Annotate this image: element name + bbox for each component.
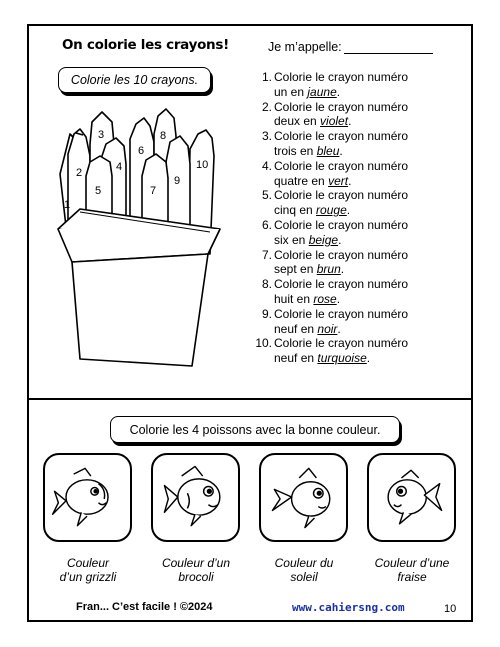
worksheet-title: On colorie les crayons!	[62, 37, 229, 53]
list-item: 1. Colorie le crayon numéro un en jaune.	[261, 70, 409, 99]
fish-caption-3: Couleur du soleil	[274, 556, 334, 584]
name-label: Je m’appelle:	[268, 40, 342, 54]
footer-website-link[interactable]: www.cahiersng.com	[292, 601, 405, 614]
fish-caption-2: Couleur d’un brocoli	[161, 556, 231, 584]
list-item: 2. Colorie le crayon numéro deux en violet.	[261, 99, 409, 129]
coloring-instructions-list	[254, 70, 459, 366]
list-item: 7. Colorie le crayon numéro sept en brun.	[261, 247, 409, 277]
list-item: 5. Colorie le crayon numéro cinq en rouge.	[261, 188, 409, 218]
fish-caption-4: Couleur d’une fraise	[374, 556, 450, 584]
list-item: 8. Colorie le crayon numéro huit en rose.	[261, 277, 409, 306]
list-item: 10. Colorie le crayon numéro neuf en turquoise.	[255, 336, 409, 366]
fish-box-1[interactable]	[43, 453, 132, 542]
pencil-number: 5	[95, 185, 102, 197]
pencil-cup-illustration	[50, 104, 240, 374]
pencil-number: 7	[150, 185, 157, 197]
pencil-number: 1	[64, 199, 71, 211]
cup	[58, 209, 220, 366]
list-item: 6. Colorie le crayon numéro six en beige.	[261, 217, 409, 247]
list-item: 3. Colorie le crayon numéro trois en bleu.	[261, 129, 409, 158]
fish-icon	[369, 455, 454, 540]
section-divider	[27, 398, 473, 400]
pencil-number: 10	[196, 159, 209, 171]
footer-copyright: Fran... C’est facile ! ©2024	[76, 601, 213, 613]
pencil-number: 2	[76, 167, 83, 179]
page-number: 10	[444, 603, 457, 615]
pencil-number: 3	[98, 129, 105, 141]
instruction-pencils-text: Colorie les 10 crayons.	[70, 73, 199, 87]
fish-box-2[interactable]	[151, 453, 240, 542]
pencil-number: 4	[116, 161, 123, 173]
fish-icon	[45, 455, 130, 540]
instruction-fish	[110, 416, 400, 443]
fish-icon	[261, 455, 346, 540]
name-field[interactable]	[344, 53, 433, 54]
fish-icon	[153, 455, 238, 540]
instruction-fish-text: Colorie les 4 poissons avec la bonne couleur.	[129, 422, 381, 437]
instruction-pencils	[58, 67, 211, 93]
pencil-number: 9	[174, 175, 181, 187]
fish-box-3[interactable]	[259, 453, 348, 542]
list-item: 9. Colorie le crayon numéro neuf en noir.	[261, 306, 409, 336]
fish-box-4[interactable]	[367, 453, 456, 542]
fish-caption-1: Couleur d’un grizzli	[59, 556, 117, 584]
pencil-number: 8	[160, 130, 167, 142]
pencil-number: 6	[138, 145, 145, 157]
list-item: 4. Colorie le crayon numéro quatre en vert.	[261, 158, 409, 188]
